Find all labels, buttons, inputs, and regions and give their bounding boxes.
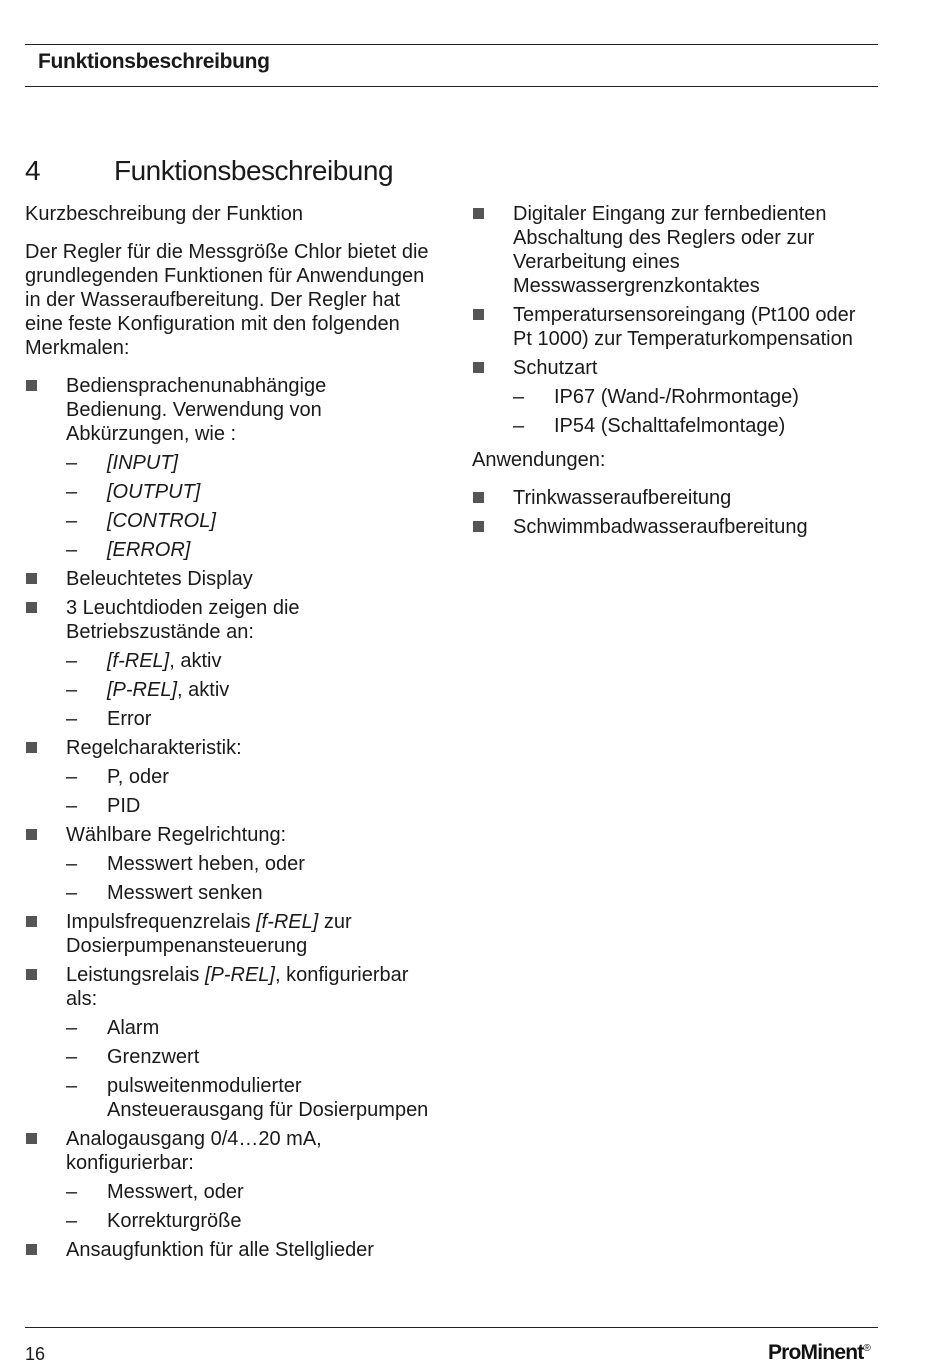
- list-item: [25, 736, 430, 818]
- list-item-text: Beleuchtetes Display: [66, 568, 253, 590]
- sub-item-text: P, oder: [107, 766, 169, 788]
- right-column: [472, 202, 872, 544]
- dash-icon: –: [66, 481, 78, 503]
- footer-rule: [25, 1327, 878, 1328]
- list-item: [25, 596, 430, 731]
- applications-list: [472, 486, 872, 539]
- sub-list-item: [66, 480, 430, 504]
- abbreviation-code: [f-REL]: [256, 911, 319, 933]
- sub-list-item: [66, 1016, 430, 1040]
- sub-item-text: IP54 (Schalttafelmontage): [554, 415, 786, 437]
- header-rule-top: [25, 44, 878, 45]
- sub-item-text: Korrekturgröße: [107, 1210, 242, 1232]
- dash-icon: –: [66, 452, 78, 474]
- chapter-heading: [25, 155, 393, 187]
- list-item-text: Schutzart: [513, 357, 598, 379]
- sub-list-item: [66, 1180, 430, 1204]
- list-item: [25, 374, 430, 562]
- dash-icon: –: [66, 708, 78, 730]
- applications-label: Anwendungen:: [472, 449, 606, 471]
- dash-icon: –: [66, 766, 78, 788]
- list-item-text: zur Dosierpumpenansteuerung: [66, 911, 352, 957]
- header-rule-bottom: [25, 86, 878, 87]
- page-number: 16: [25, 1344, 46, 1364]
- list-item-text: Bediensprachenunabhängige Bedienung. Verwendung von Abkürzungen, wie :: [66, 375, 327, 445]
- sub-list-item: [513, 414, 872, 438]
- list-item: [472, 356, 872, 438]
- chapter-title: Funktionsbeschreibung: [114, 155, 394, 186]
- sub-list-item: [66, 1074, 430, 1122]
- logo-text: ProMinent: [767, 1341, 864, 1364]
- sub-list-item: [66, 794, 430, 818]
- sub-item-text: , aktiv: [177, 679, 230, 701]
- list-item: [472, 515, 872, 539]
- sub-item-text: , aktiv: [169, 650, 222, 672]
- dash-icon: –: [66, 679, 78, 701]
- square-bullet-icon: [26, 602, 37, 613]
- abbreviation-code: [CONTROL]: [107, 510, 216, 532]
- list-item: [25, 963, 430, 1122]
- abbreviation-code: [INPUT]: [107, 452, 179, 474]
- dash-icon: –: [513, 386, 525, 408]
- sub-list-item: [66, 538, 430, 562]
- list-item: [472, 303, 872, 351]
- square-bullet-icon: [473, 521, 484, 532]
- list-item-text: Ansaugfunktion für alle Stellglieder: [66, 1239, 374, 1261]
- registered-mark: ®: [863, 1343, 870, 1354]
- dash-icon: –: [66, 1181, 78, 1203]
- abbreviation-code: [P-REL]: [204, 964, 275, 986]
- list-item: [472, 202, 872, 298]
- list-item-text: Trinkwasseraufbereitung: [513, 487, 732, 509]
- chapter-number: 4: [25, 155, 41, 186]
- list-item-text: , konfigurierbar als:: [66, 964, 409, 1010]
- list-item-text: Impulsfrequenzrelais: [66, 911, 257, 933]
- sub-list-item: [66, 881, 430, 905]
- list-item-text: Wählbare Regelrichtung:: [66, 824, 287, 846]
- sub-item-text: Messwert senken: [107, 882, 263, 904]
- sub-list-item: [66, 707, 430, 731]
- left-column: [25, 202, 430, 1267]
- list-item-text: Temperatursensoreingang (Pt100 oder Pt 1000) zur Temperaturkompensation: [513, 304, 856, 350]
- list-item-text: Digitaler Eingang zur fernbedienten Abschaltung des Reglers oder zur Verarbeitung eines Messwassergrenzkontaktes: [513, 203, 827, 297]
- square-bullet-icon: [26, 742, 37, 753]
- intro-paragraph: Der Regler für die Messgröße Chlor bietet die grundlegenden Funktionen für Anwendungen in der Wasseraufbereitung. Der Regler hat eine feste Konfiguration mit den folgenden Merkmalen:: [25, 241, 429, 359]
- sub-item-text: Messwert heben, oder: [107, 853, 305, 875]
- square-bullet-icon: [26, 1244, 37, 1255]
- abbreviation-code: [f-REL]: [107, 650, 170, 672]
- dash-icon: –: [66, 853, 78, 875]
- dash-icon: –: [66, 795, 78, 817]
- sub-item-text: Error: [107, 708, 152, 730]
- sub-item-text: Messwert, oder: [107, 1181, 244, 1203]
- list-item-text: Schwimmbadwasseraufbereitung: [513, 516, 808, 538]
- list-item: [25, 823, 430, 905]
- sub-item-text: Alarm: [107, 1017, 160, 1039]
- sub-list-item: [66, 852, 430, 876]
- list-item: [472, 486, 872, 510]
- square-bullet-icon: [26, 1133, 37, 1144]
- square-bullet-icon: [26, 969, 37, 980]
- square-bullet-icon: [26, 573, 37, 584]
- abbreviation-code: [OUTPUT]: [107, 481, 201, 503]
- list-item-text: 3 Leuchtdioden zeigen die Betriebszustände an:: [66, 597, 300, 643]
- sub-item-text: PID: [107, 795, 141, 817]
- sub-list-item: [66, 509, 430, 533]
- prominent-logo: [768, 1341, 870, 1365]
- sub-list-item: [66, 1045, 430, 1069]
- feature-list: [25, 374, 430, 1262]
- dash-icon: –: [66, 1046, 78, 1068]
- sub-list-item: [66, 765, 430, 789]
- dash-icon: –: [513, 415, 525, 437]
- abbreviation-code: [P-REL]: [107, 679, 178, 701]
- abbreviation-code: [ERROR]: [107, 539, 191, 561]
- dash-icon: –: [66, 650, 78, 672]
- list-item: [25, 567, 430, 591]
- sub-item-text: IP67 (Wand-/Rohrmontage): [554, 386, 799, 408]
- sub-item-text: pulsweitenmodulierter Ansteuerausgang für Dosierpumpen: [107, 1075, 429, 1121]
- sub-item-text: Grenzwert: [107, 1046, 200, 1068]
- list-item-text: Regelcharakteristik:: [66, 737, 242, 759]
- list-item: [25, 1238, 430, 1262]
- feature-list-continued: [472, 202, 872, 438]
- sub-list-item: [66, 451, 430, 475]
- list-item: [25, 1127, 430, 1233]
- square-bullet-icon: [473, 208, 484, 219]
- square-bullet-icon: [26, 916, 37, 927]
- square-bullet-icon: [473, 309, 484, 320]
- list-item-text: Analogausgang 0/4…20 mA, konfigurierbar:: [66, 1128, 322, 1174]
- square-bullet-icon: [473, 362, 484, 373]
- dash-icon: –: [66, 1017, 78, 1039]
- dash-icon: –: [66, 539, 78, 561]
- sub-list-item: [66, 1209, 430, 1233]
- sub-list-item: [66, 649, 430, 673]
- list-item: [25, 910, 430, 958]
- square-bullet-icon: [473, 492, 484, 503]
- square-bullet-icon: [26, 380, 37, 391]
- sub-list-item: [513, 385, 872, 409]
- dash-icon: –: [66, 510, 78, 532]
- section-subheading: Kurzbeschreibung der Funktion: [25, 203, 303, 225]
- square-bullet-icon: [26, 829, 37, 840]
- list-item-text: Leistungsrelais: [66, 964, 205, 986]
- dash-icon: –: [66, 1075, 78, 1097]
- sub-list-item: [66, 678, 430, 702]
- dash-icon: –: [66, 882, 78, 904]
- running-header: Funktionsbeschreibung: [38, 50, 270, 73]
- dash-icon: –: [66, 1210, 78, 1232]
